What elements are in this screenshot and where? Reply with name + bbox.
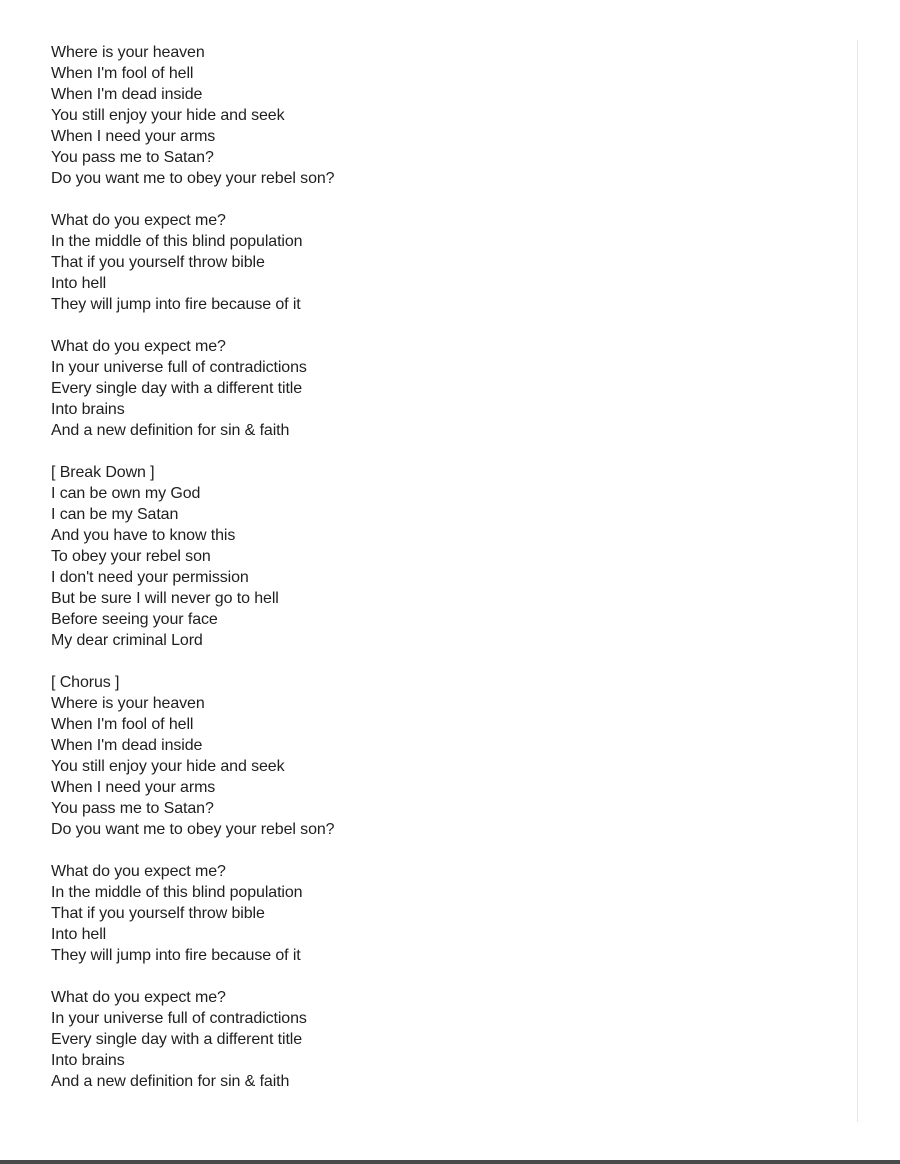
lyric-line: Into hell	[51, 926, 107, 943]
lyric-line: When I need your arms	[51, 128, 216, 145]
stanza-verse-1	[51, 42, 751, 189]
lyric-line: When I'm fool of hell	[51, 65, 194, 82]
lyric-line: They will jump into fire because of it	[51, 947, 301, 964]
lyric-line: That if you yourself throw bible	[51, 254, 265, 271]
lyric-line: What do you expect me?	[51, 989, 226, 1006]
lyric-line: What do you expect me?	[51, 338, 226, 355]
lyric-line: In the middle of this blind population	[51, 884, 303, 901]
lyric-line: That if you yourself throw bible	[51, 905, 265, 922]
lyric-line: Where is your heaven	[51, 44, 205, 61]
lyric-line: In the middle of this blind population	[51, 233, 303, 250]
stanza-verse-4	[51, 861, 751, 966]
stanza-chorus	[51, 672, 751, 840]
lyric-line: Do you want me to obey your rebel son?	[51, 821, 335, 838]
right-margin-rule	[857, 40, 858, 1122]
lyric-line: What do you expect me?	[51, 212, 226, 229]
section-label: [ Break Down ]	[51, 464, 155, 481]
lyric-line: But be sure I will never go to hell	[51, 590, 279, 607]
stanza-break-down	[51, 462, 751, 651]
lyrics-text	[51, 42, 751, 1092]
lyric-line: In your universe full of contradictions	[51, 359, 307, 376]
lyric-line: Where is your heaven	[51, 695, 205, 712]
lyric-line: I can be own my God	[51, 485, 201, 502]
lyric-line: They will jump into fire because of it	[51, 296, 301, 313]
lyric-line: And you have to know this	[51, 527, 236, 544]
lyric-line: Into brains	[51, 1052, 125, 1069]
lyric-line: And a new definition for sin & faith	[51, 422, 290, 439]
stanza-verse-3	[51, 336, 751, 441]
lyric-line: Every single day with a different title	[51, 1031, 303, 1048]
stanza-verse-5	[51, 987, 751, 1092]
bottom-border	[0, 1160, 900, 1164]
lyric-line: I can be my Satan	[51, 506, 179, 523]
lyric-line: When I need your arms	[51, 779, 216, 796]
lyric-line: And a new definition for sin & faith	[51, 1073, 290, 1090]
lyric-line: Into brains	[51, 401, 125, 418]
lyric-line: I don't need your permission	[51, 569, 249, 586]
lyric-line: You pass me to Satan?	[51, 800, 214, 817]
lyric-line: You pass me to Satan?	[51, 149, 214, 166]
lyric-line: Every single day with a different title	[51, 380, 303, 397]
stanza-verse-2	[51, 210, 751, 315]
lyric-line: What do you expect me?	[51, 863, 226, 880]
section-label: [ Chorus ]	[51, 674, 120, 691]
lyric-line: In your universe full of contradictions	[51, 1010, 307, 1027]
lyric-line: Into hell	[51, 275, 107, 292]
lyric-line: Before seeing your face	[51, 611, 218, 628]
lyric-line: To obey your rebel son	[51, 548, 211, 565]
lyric-line: When I'm dead inside	[51, 737, 203, 754]
lyric-line: You still enjoy your hide and seek	[51, 758, 285, 775]
lyric-line: When I'm fool of hell	[51, 716, 194, 733]
lyric-line: Do you want me to obey your rebel son?	[51, 170, 335, 187]
lyric-line: My dear criminal Lord	[51, 632, 203, 649]
lyric-line: You still enjoy your hide and seek	[51, 107, 285, 124]
lyric-line: When I'm dead inside	[51, 86, 203, 103]
